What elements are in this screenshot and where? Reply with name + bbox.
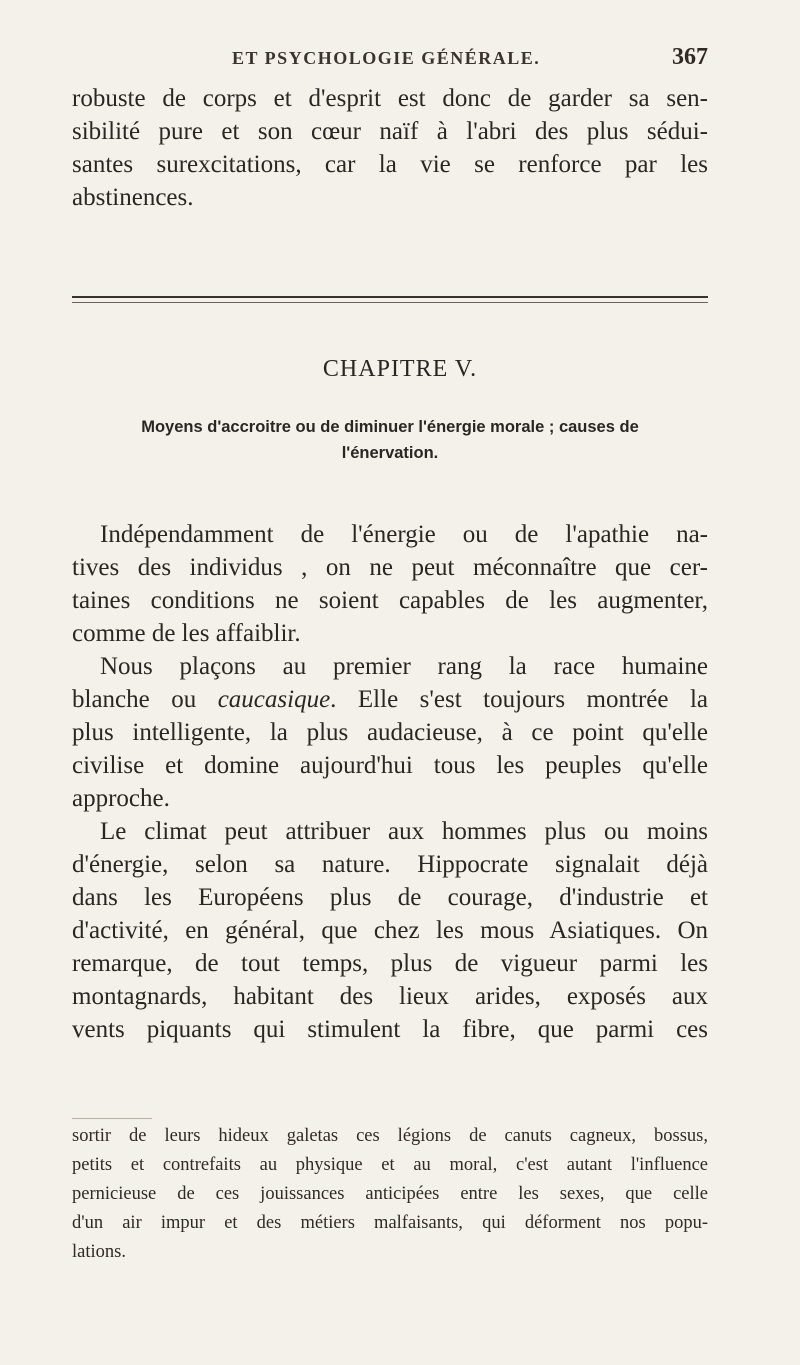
text-line [72,683,708,716]
footnote-line: d'un air impur et des métiers malfaisants, qui déforment nos popu- [72,1213,708,1233]
chapter-divider-rule [72,296,708,298]
footnote-line: pernicieuse de ces jouissances anticipées entre les sexes, que celle [72,1184,708,1204]
text-line: d'énergie, selon sa nature. Hippocrate signalait déjà [72,851,708,878]
text-line: tives des individus , on ne peut méconnaître que cer- [72,554,708,581]
text-line: Nous plaçons au premier rang la race humaine [100,653,708,680]
footnote-separator [72,1118,152,1119]
text-segment: blanche ou [72,686,218,713]
opening-paragraph [72,82,708,214]
footnote-line: sortir de leurs hideux galetas ces légions de canuts cagneux, bossus, [72,1126,708,1146]
text-line: remarque, de tout temps, plus de vigueur parmi les [72,950,708,977]
subtitle-line: Moyens d'accroitre ou de diminuer l'énergie morale ; causes de [141,418,639,436]
text-line: montagnards, habitant des lieux arides, exposés aux [72,983,708,1010]
chapter-title: CHAPITRE V. [322,356,478,382]
text-segment: . Elle s'est toujours montrée la [330,686,708,713]
text-line: dans les Européens plus de courage, d'industrie et [72,884,708,911]
text-line: vents piquants qui stimulent la fibre, que parmi ces [72,1016,708,1043]
text-line: civilise et domine aujourd'hui tous les peuples qu'elle [72,752,708,779]
text-line: santes surexcitations, car la vie se renforce par les [72,151,708,178]
text-line: robuste de corps et d'esprit est donc de garder sa sen- [72,85,708,112]
footnote-line: petits et contrefaits au physique et au moral, c'est autant l'influence [72,1155,708,1175]
text-line: d'activité, en général, que chez les mous Asiatiques. On [72,917,708,944]
italic-term: caucasique [217,686,331,713]
text-line: taines conditions ne soient capables de les augmenter, [72,587,708,614]
chapter-subtitle [72,414,708,466]
text-line: plus intelligente, la plus audacieuse, à ce point qu'elle [72,719,708,746]
chapter-body [72,518,708,1046]
text-line: Le climat peut attribuer aux hommes plus ou moins [100,818,708,845]
text-line: Indépendamment de l'énergie ou de l'apathie na- [100,521,708,548]
text-line: approche. [72,785,170,812]
footnote-line: lations. [72,1242,126,1262]
chapter-divider-rule-thin [72,302,708,303]
running-head: ET PSYCHOLOGIE GÉNÉRALE. [232,48,541,68]
page-number: 367 [672,44,708,70]
footnote [72,1122,708,1267]
text-line: sibilité pure et son cœur naïf à l'abri des plus sédui- [72,118,708,145]
text-line: comme de les affaiblir. [72,620,301,647]
subtitle-line: l'énervation. [341,444,439,462]
text-line: abstinences. [72,184,194,211]
